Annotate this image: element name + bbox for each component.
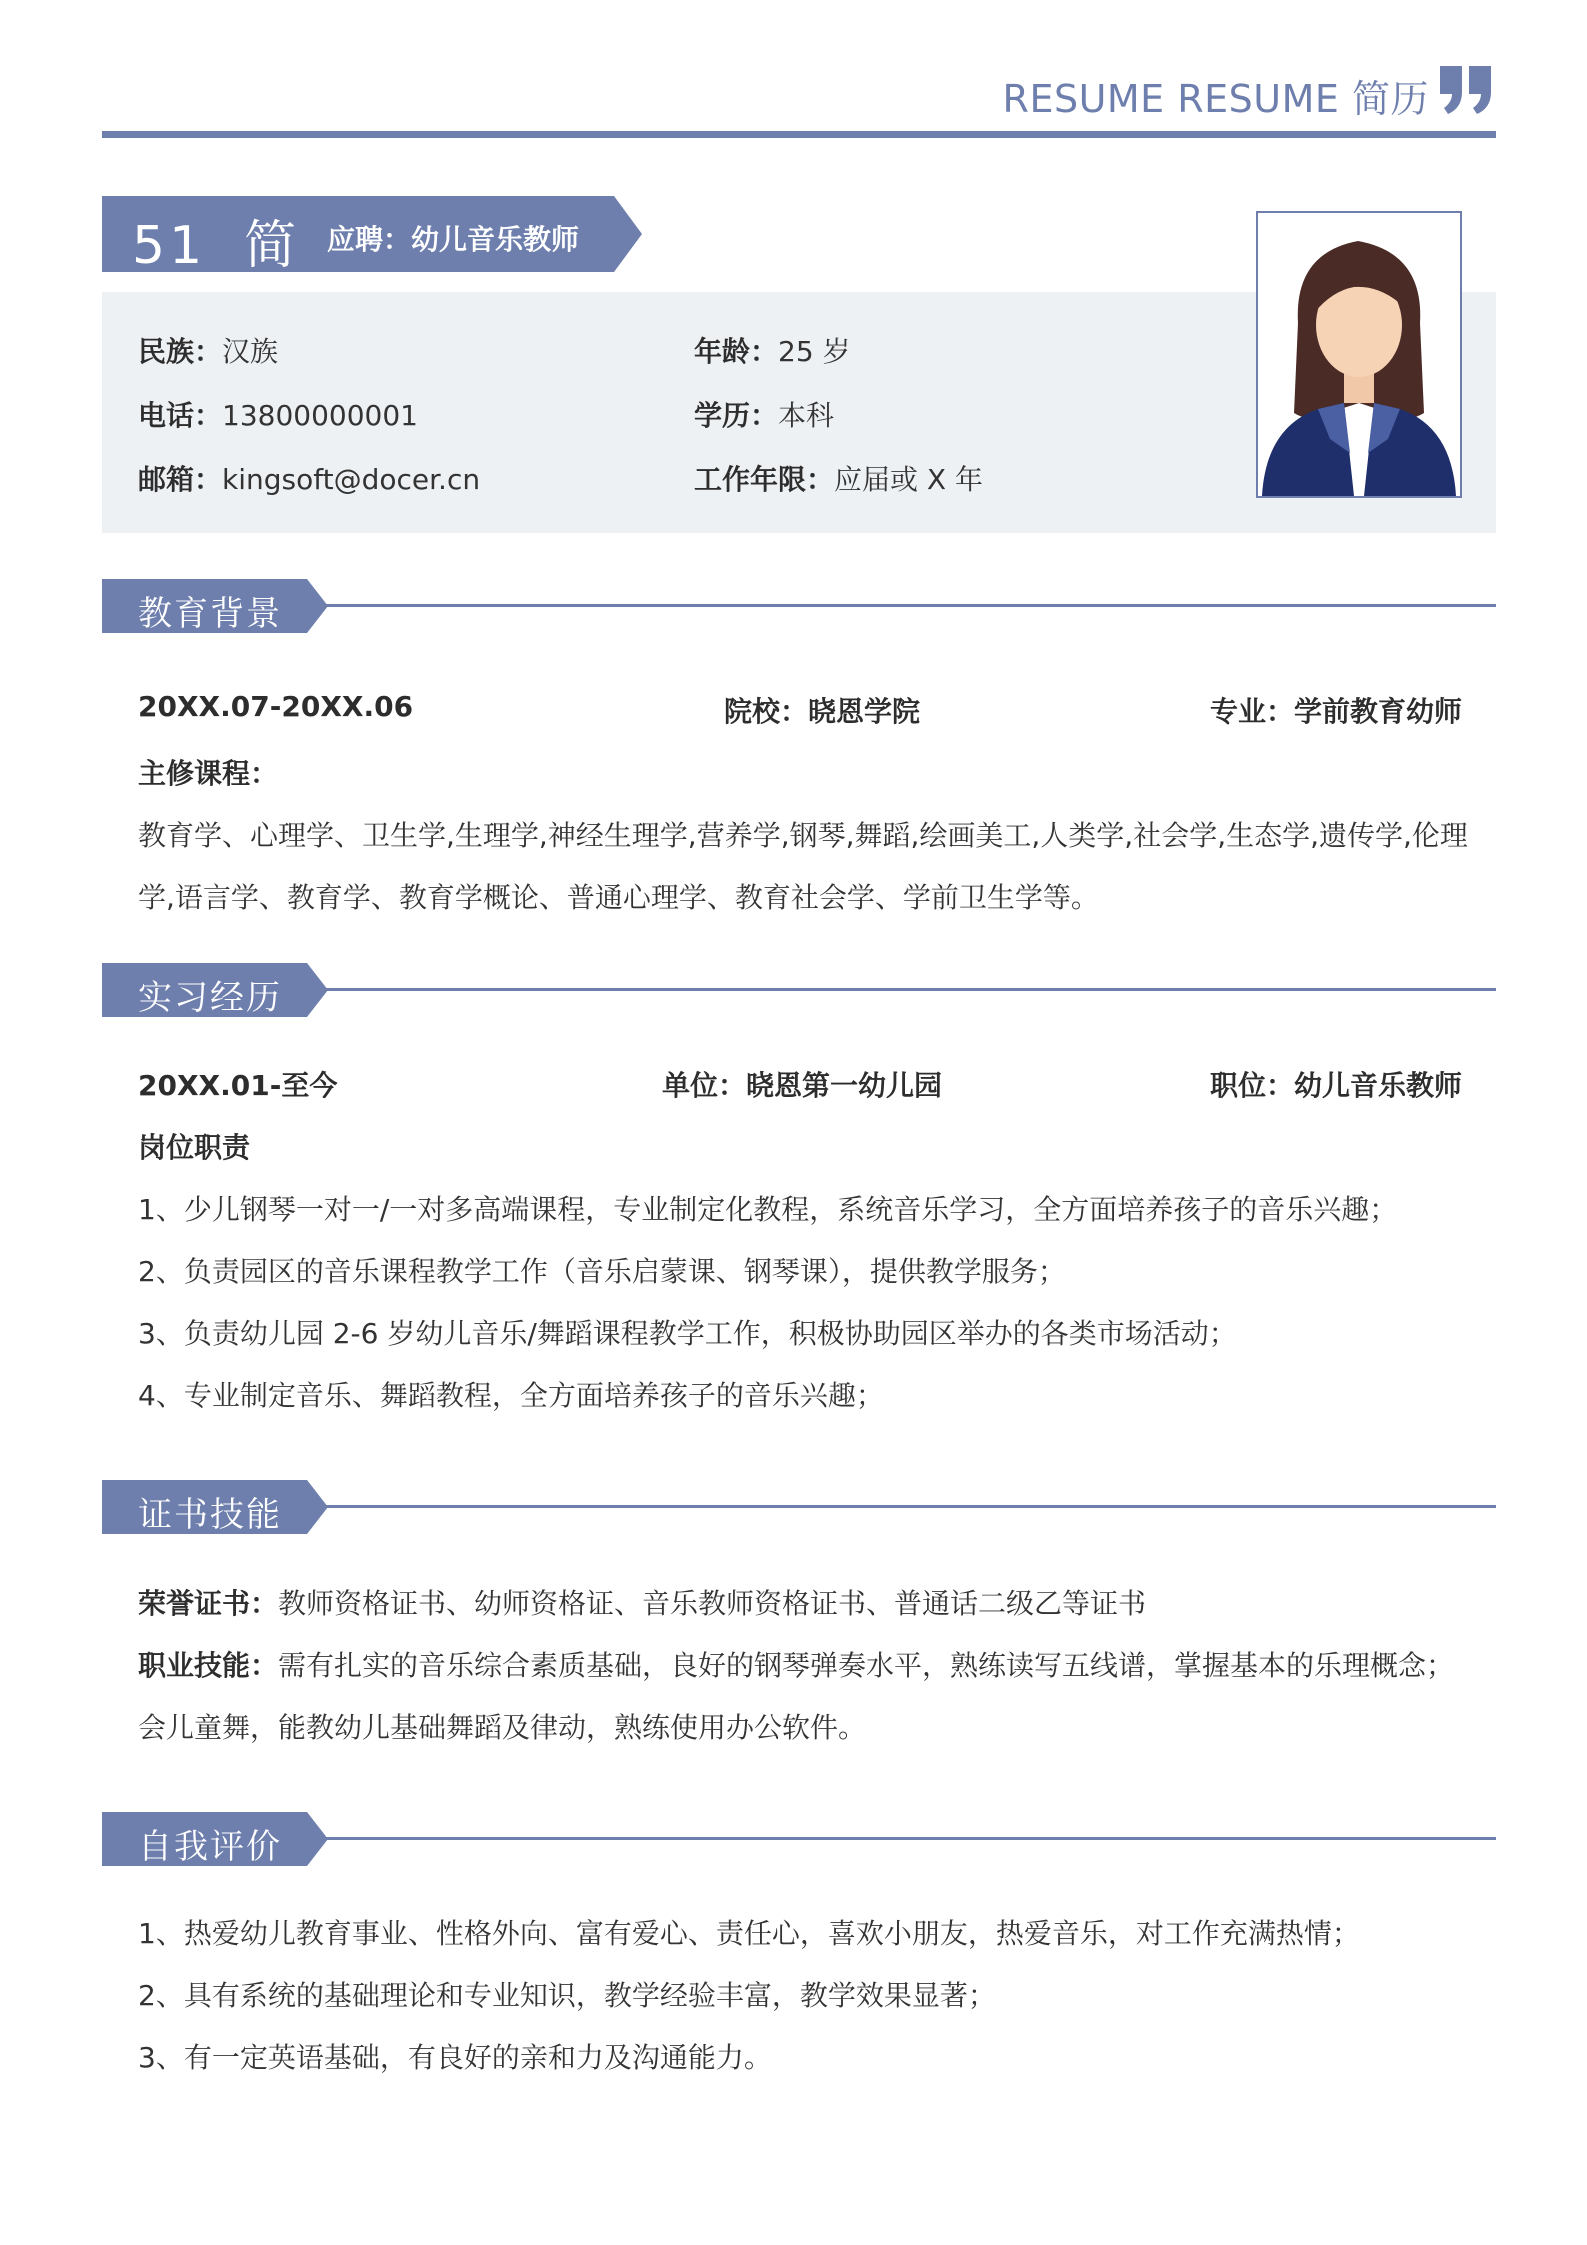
section-divider — [322, 604, 1496, 607]
self-eval-item: 2、具有系统的基础理论和专业知识，教学经验丰富，教学效果显著； — [138, 1979, 996, 2012]
info-email — [138, 458, 480, 498]
quote-icon — [1436, 62, 1496, 122]
info-value: 13800000001 — [222, 399, 418, 432]
info-label: 工作年限： — [694, 463, 835, 496]
info-ethnicity — [138, 330, 278, 370]
info-label: 电话： — [138, 399, 223, 432]
info-label: 学历： — [694, 399, 779, 432]
section-header-education — [102, 579, 1496, 633]
internship-period: 20XX.01-至今 — [138, 1069, 338, 1102]
section-header-skills — [102, 1480, 1496, 1534]
header-divider — [102, 131, 1496, 138]
section-divider — [322, 1837, 1496, 1840]
duty-item: 1、少儿钢琴一对一/一对多高端课程，专业制定化教程，系统音乐学习，全方面培养孩子的音乐兴趣； — [138, 1193, 1398, 1226]
skills-line-continued: 会儿童舞，能教幼儿基础舞蹈及律动，熟练使用办公软件。 — [138, 1711, 867, 1744]
info-education — [694, 394, 834, 434]
section-header-internship — [102, 963, 1496, 1017]
info-age — [694, 330, 851, 370]
courses-line: 学,语言学、教育学、教育学概论、普通心理学、教育社会学、学前卫生学等。 — [138, 881, 1099, 914]
applied-position: 应聘：幼儿音乐教师 — [327, 223, 580, 256]
section-title: 实习经历 — [138, 978, 282, 1018]
internship-position: 职位：幼儿音乐教师 — [1209, 1069, 1462, 1102]
education-school: 院校：晓恩学院 — [724, 695, 921, 728]
honors-line — [138, 1582, 1146, 1622]
honors-label: 荣誉证书： — [138, 1587, 279, 1620]
internship-company: 单位：晓恩第一幼儿园 — [662, 1069, 943, 1102]
info-label: 年龄： — [694, 335, 779, 368]
info-value: 应届或 X 年 — [834, 463, 983, 496]
avatar-illustration — [1258, 213, 1460, 496]
info-value: 本科 — [778, 399, 835, 432]
info-value: 汉族 — [222, 335, 279, 368]
duties-label: 岗位职责 — [138, 1131, 251, 1164]
courses-label: 主修课程： — [138, 757, 279, 790]
section-header-self-evaluation — [102, 1812, 1496, 1866]
education-major: 专业：学前教育幼师 — [1209, 695, 1462, 728]
self-eval-item: 3、有一定英语基础，有良好的亲和力及沟通能力。 — [138, 2041, 772, 2074]
courses-line: 教育学、心理学、卫生学,生理学,神经生理学,营养学,钢琴,舞蹈,绘画美工,人类学,社会学,生态学,遗传学,伦理 — [138, 819, 1468, 852]
duty-item: 3、负责幼儿园 2-6 岁幼儿音乐/舞蹈课程教学工作，积极协助园区举办的各类市场活动； — [138, 1317, 1237, 1350]
duty-item: 4、专业制定音乐、舞蹈教程，全方面培养孩子的音乐兴趣； — [138, 1379, 884, 1412]
name-given: 简 — [244, 216, 301, 276]
education-period: 20XX.07-20XX.06 — [138, 690, 414, 723]
duty-item: 2、负责园区的音乐课程教学工作（音乐启蒙课、钢琴课），提供教学服务； — [138, 1255, 1066, 1288]
info-label: 民族： — [138, 335, 223, 368]
name-banner — [102, 196, 642, 276]
profile-photo — [1256, 211, 1462, 498]
skills-label: 职业技能： — [138, 1649, 279, 1682]
info-value: kingsoft@docer.cn — [222, 463, 481, 496]
section-divider — [322, 988, 1496, 991]
self-eval-item: 1、热爱幼儿教育事业、性格外向、富有爱心、责任心，喜欢小朋友，热爱音乐，对工作充满热情； — [138, 1917, 1360, 1950]
name-surname: 51 — [132, 216, 207, 276]
info-years — [694, 458, 983, 498]
skills-line — [138, 1644, 1454, 1684]
section-title: 自我评价 — [138, 1827, 282, 1867]
info-value: 25 岁 — [778, 335, 851, 368]
honors-value: 教师资格证书、幼师资格证、音乐教师资格证书、普通话二级乙等证书 — [278, 1587, 1147, 1620]
resume-header-title: RESUME RESUME 简历 — [1002, 77, 1429, 121]
section-divider — [322, 1505, 1496, 1508]
info-phone — [138, 394, 418, 434]
section-title: 证书技能 — [138, 1495, 282, 1535]
skills-value: 需有扎实的音乐综合素质基础，良好的钢琴弹奏水平，熟练读写五线谱，掌握基本的乐理概念； — [278, 1649, 1455, 1682]
candidate-name — [132, 203, 300, 278]
info-label: 邮箱： — [138, 463, 223, 496]
section-title: 教育背景 — [138, 594, 282, 634]
